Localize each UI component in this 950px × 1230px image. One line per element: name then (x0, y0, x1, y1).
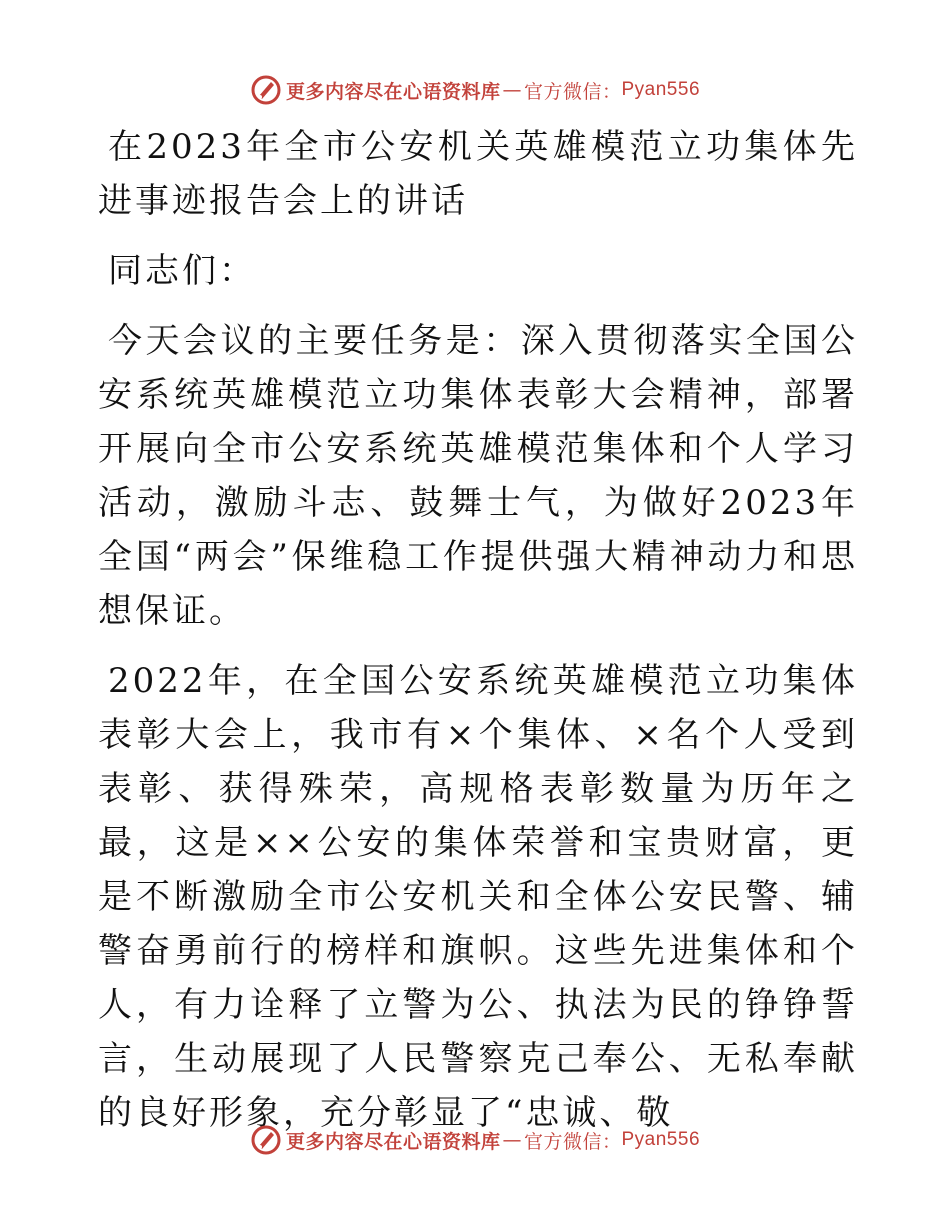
watermark-official-text: 官方微信： (523, 1130, 622, 1153)
watermark-official-text: 官方微信： (523, 80, 622, 103)
watermark-main-text: 更多内容尽在心语资料库 (285, 80, 501, 103)
logo-icon (250, 1124, 282, 1156)
watermark-handle: Pyan556 (621, 79, 701, 100)
paragraph-1: 今天会议的主要任务是：深入贯彻落实全国公安系统英雄模范立功集体表彰大会精神，部署开展向全市公安系统英雄模范集体和个人学习活动，激励斗志、鼓舞士气，为做好2023年全国“两会”保维稳工作提供强大精神动力和思想保证。 (98, 321, 858, 631)
document-title: 在2023年全市公安机关英雄模范立功集体先进事迹报告会上的讲话 (98, 127, 858, 221)
document-body (98, 120, 858, 1156)
watermark-separator: — (502, 1129, 522, 1151)
watermark-separator: — (502, 79, 522, 101)
logo-icon (250, 74, 282, 106)
header-watermark (0, 70, 950, 110)
footer-watermark (0, 1120, 950, 1160)
watermark-handle: Pyan556 (621, 1129, 701, 1150)
greeting: 同志们： (108, 251, 256, 291)
paragraph-2: 2022年，在全国公安系统英雄模范立功集体表彰大会上，我市有×个集体、×名个人受到表彰、获得殊荣，高规格表彰数量为历年之最，这是××公安的集体荣誉和宝贵财富，更是不断激励全市公安机关和全体公安民警、辅警奋勇前行的榜样和旗帜。这些先进集体和个人，有力诠释了立警为公、执法为民的铮铮誓言，生动展现了人民警察克己奉公、无私奉献的良好形象，充分彰显了“忠诚、敬 (98, 661, 858, 1133)
watermark-main-text: 更多内容尽在心语资料库 (285, 1130, 501, 1153)
